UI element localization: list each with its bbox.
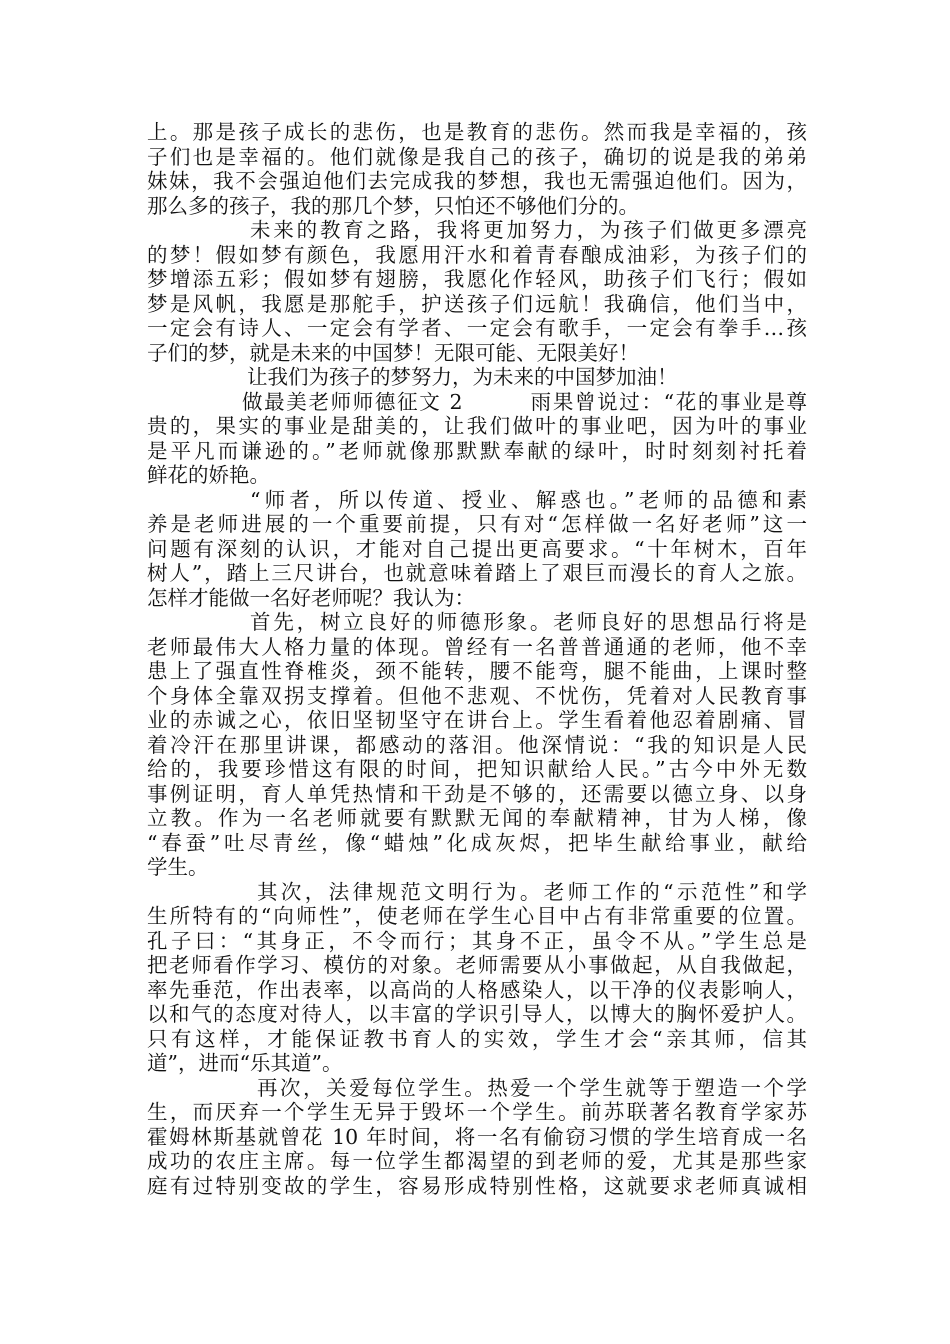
text-line: 再次，关爱每位学生。热爱一个学生就等于塑造一个学: [257, 1075, 807, 1100]
text-line: 树人”，踏上三尺讲台，也就意味着踏上了艰巨而漫长的育人之旅。: [147, 561, 807, 585]
text-line: 未来的教育之路，我将更加努力，为孩子们做更多漂亮: [250, 218, 807, 242]
text-line: 让我们为孩子的梦努力，为未来的中国梦加油！: [247, 365, 678, 389]
text-line: 给的，我要珍惜这有限的时间，把知识献给人民。”古今中外无数: [147, 757, 807, 781]
text-line: 一定会有诗人、一定会有学者、一定会有歌手，一定会有拳手…孩: [147, 316, 807, 340]
text-line: 立教。作为一名老师就要有默默无闻的奉献精神，甘为人梯，像: [147, 806, 807, 830]
text-line: 事例证明，育人单凭热情和干劲是不够的，还需要以德立身、以身: [147, 781, 807, 806]
text-line: 是平凡而谦逊的。”老师就像那默默奉献的绿叶，时时刻刻衬托着: [147, 438, 807, 463]
text-line: 业的赤诚之心，依旧坚韧坚守在讲台上。学生看着他忍着剧痛、冒: [147, 708, 807, 732]
text-line: 首先，树立良好的师德形象。老师良好的思想品行将是: [250, 610, 807, 634]
text-line: 怎样才能做一名好老师呢？我认为：: [147, 585, 475, 610]
text-line: 妹妹，我不会强迫他们去完成我的梦想，我也无需强迫他们。因为，: [147, 169, 807, 193]
text-line: 个身体全靠双拐支撑着。但他不悲观、不忧伤，凭着对人民教育事: [147, 683, 807, 708]
text-line: 问题有深刻的认识，才能对自己提出更高要求。“十年树木，百年: [147, 536, 807, 561]
text-line: 梦是风帆，我愿是那舵手，护送孩子们远航！我确信，他们当中，: [147, 291, 807, 316]
text-line: 霍姆林斯基就曾花 10 年时间，将一名有偷窃习惯的学生培育成一名: [147, 1124, 807, 1149]
text-line: 养是老师进展的一个重要前提，只有对“怎样做一名好老师”这一: [147, 512, 807, 536]
text-line: 只有这样，才能保证教书育人的实效，学生才会“亲其师，信其: [147, 1026, 807, 1051]
text-line: 着冷汗在那里讲课，都感动的落泪。他深情说：“我的知识是人民: [147, 732, 807, 757]
text-line: 患上了强直性脊椎炎，颈不能转，腰不能弯，腿不能曲，上课时整: [147, 659, 807, 683]
text-line: “师者，所以传道、授业、解惑也。”老师的品德和素: [250, 487, 807, 512]
text-line: 学生。: [147, 855, 209, 879]
text-line: “春蚕”吐尽青丝，像“蜡烛”化成灰烬，把毕生献给事业，献给: [147, 830, 807, 855]
text-line: 道”，进而“乐其道”。: [147, 1051, 343, 1075]
text-line: 梦增添五彩；假如梦有翅膀，我愿化作轻风，助孩子们飞行；假如: [147, 267, 807, 291]
text-line: 生，而厌弃一个学生无异于毁坏一个学生。前苏联著名教育学家苏: [147, 1100, 807, 1124]
text-line: 庭有过特别变故的学生，容易形成特别性格，这就要求老师真诚相: [147, 1173, 807, 1198]
document-body: [147, 120, 807, 1198]
text-line: 贵的，果实的事业是甜美的，让我们做叶的事业吧，因为叶的事业: [147, 414, 807, 438]
text-line: 以和气的态度对待人，以丰富的学识引导人，以博大的胸怀爱护人。: [147, 1002, 807, 1026]
text-line: 那么多的孩子，我的那几个梦，只怕还不够他们分的。: [147, 193, 639, 218]
text-line: 其次，法律规范文明行为。老师工作的“示范性”和学: [257, 879, 807, 904]
text-line: 孔子曰：“其身正，不令而行；其身不正，虽令不从。”学生总是: [147, 928, 807, 953]
text-line: 老师最伟大人格力量的体现。曾经有一名普普通通的老师，他不幸: [147, 634, 807, 659]
text-line: 做最美老师师德征文 2 雨果曾说过：“花的事业是尊: [242, 389, 807, 414]
text-line: 率先垂范，作出表率，以高尚的人格感染人，以干净的仪表影响人，: [147, 977, 807, 1002]
text-line: 子们也是幸福的。他们就像是我自己的孩子，确切的说是我的弟弟: [147, 144, 807, 169]
text-line: 子们的梦，就是未来的中国梦！无限可能、无限美好！: [147, 340, 639, 365]
text-line: 上。那是孩子成长的悲伤，也是教育的悲伤。然而我是幸福的，孩: [147, 120, 807, 144]
text-line: 把老师看作学习、模仿的对象。老师需要从小事做起，从自我做起，: [147, 953, 807, 977]
text-line: 生所特有的“向师性”，使老师在学生心目中占有非常重要的位置。: [147, 904, 807, 928]
text-line: 的梦！假如梦有颜色，我愿用汗水和着青春酿成油彩，为孩子们的: [147, 242, 807, 267]
text-line: 成功的农庄主席。每一位学生都渴望的到老师的爱，尤其是那些家: [147, 1149, 807, 1173]
text-line: 鲜花的娇艳。: [147, 463, 270, 487]
